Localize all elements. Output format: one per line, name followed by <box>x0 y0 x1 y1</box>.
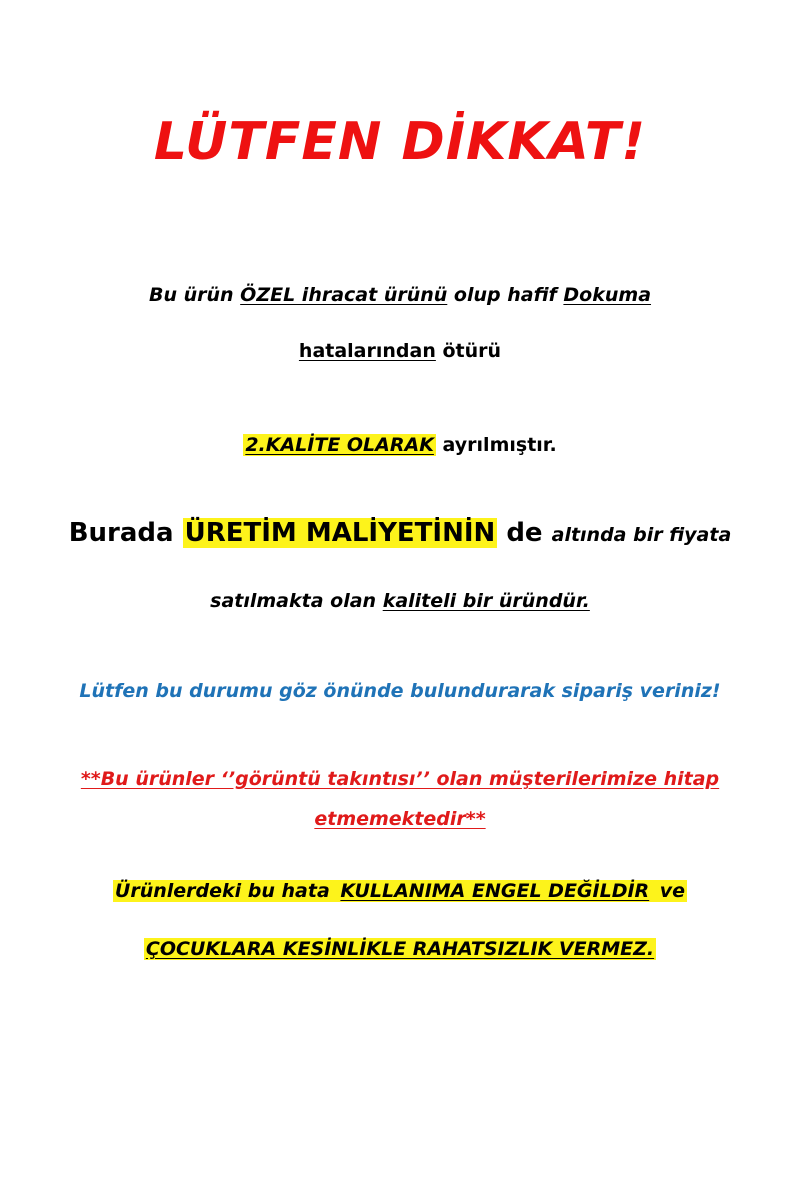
text-segment: olup hafif <box>447 284 564 306</box>
warning-line-blue: Lütfen bu durumu göz önünde bulundurarak sipariş veriniz! <box>79 680 721 702</box>
underlined-text: ÖZEL ihracat ürünü <box>240 284 448 306</box>
notice-line-9 <box>0 880 800 902</box>
highlighted-text: Ürünlerdeki bu hata <box>114 880 337 902</box>
text-segment: satılmakta olan <box>210 590 383 612</box>
text-segment: altında bir fiyata <box>551 524 732 546</box>
underlined-text: Dokuma <box>563 284 652 306</box>
text-segment: Bu ürün <box>148 284 241 306</box>
text-segment: Burada <box>68 518 183 548</box>
highlighted-underlined-text: ÇOCUKLARA KESİNLİKLE RAHATSIZLIK VERMEZ. <box>145 938 655 960</box>
highlighted-underlined-text: KULLANIMA ENGEL DEĞİLDİR <box>340 880 650 902</box>
text-segment: ayrılmıştır. <box>435 434 557 456</box>
notice-line-3 <box>0 434 800 456</box>
warning-line-red-1: **Bu ürünler ‘’görüntü takıntısı’’ olan müşterilerimize hitap <box>80 768 720 790</box>
text-segment: de <box>497 518 552 548</box>
notice-line-4 <box>0 518 800 548</box>
notice-line-2 <box>0 340 800 362</box>
notice-line-5 <box>0 590 800 612</box>
text-segment: ötürü <box>435 340 502 362</box>
notice-line-10 <box>0 938 800 960</box>
underlined-text: hatalarından <box>298 340 436 362</box>
page-title: LÜTFEN DİKKAT! <box>153 112 647 172</box>
highlighted-text: ve <box>653 880 686 902</box>
notice-line-1 <box>0 284 800 306</box>
highlighted-text: 2.KALİTE OLARAK <box>245 434 434 456</box>
highlighted-text: ÜRETİM MALİYETİNİN <box>184 518 496 548</box>
warning-line-red-2: etmemektedir** <box>314 808 486 830</box>
underlined-text: kaliteli bir üründür. <box>382 590 590 612</box>
